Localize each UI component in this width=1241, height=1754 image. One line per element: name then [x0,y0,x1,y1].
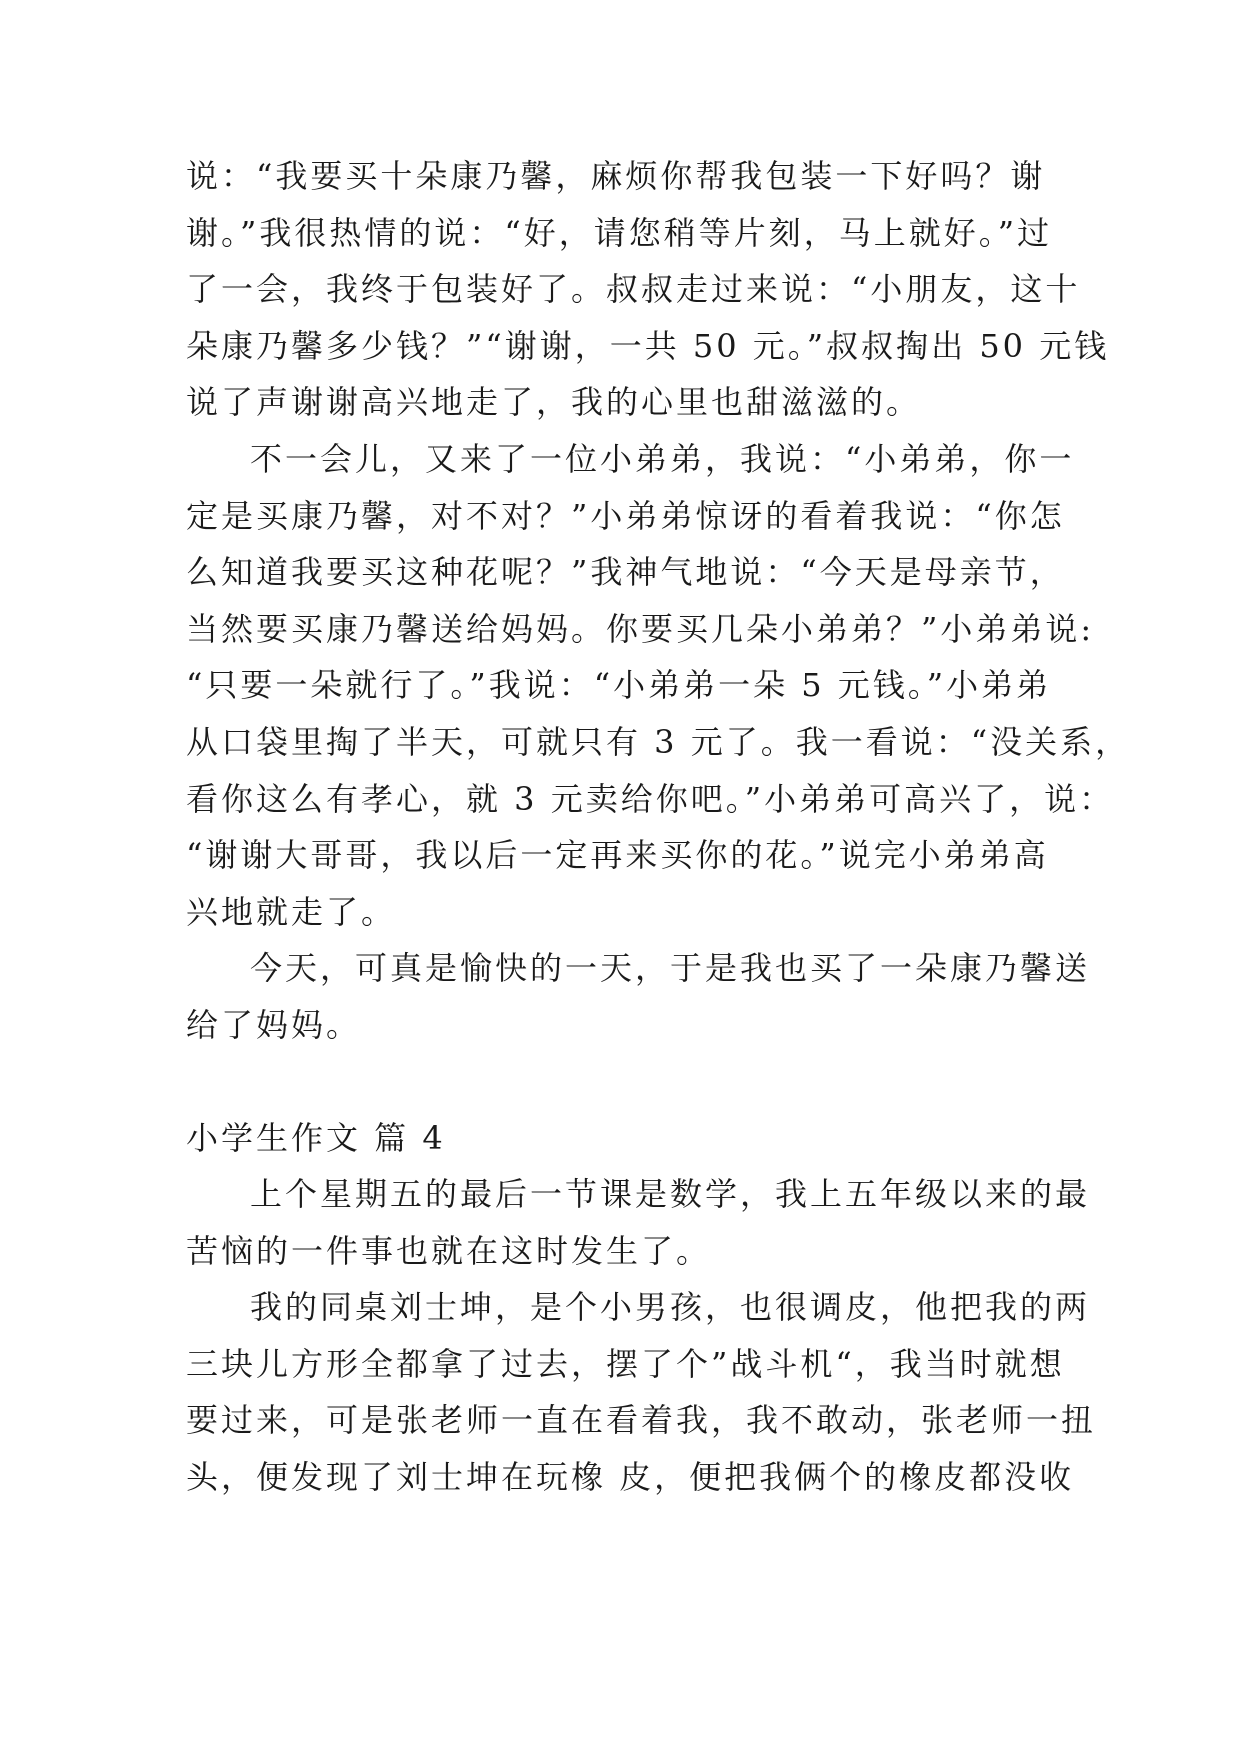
text-line: 要过来，可是张老师一直在看着我，我不敢动，张老师一扭 [186,1401,1097,1440]
document-body [186,148,1131,1506]
text-line: 看你这么有孝心，就 3 元卖给你吧。”小弟弟可高兴了，说： [186,779,1115,818]
paragraph-start-line: 我的同桌刘士坤，是个小男孩，也很调皮，他把我的两 [250,1288,1091,1327]
paragraph-start-line: 上个星期五的最后一节课是数学，我上五年级以来的最 [250,1175,1091,1214]
text-line: 给了妈妈。 [186,1005,362,1044]
text-line: “谢谢大哥哥，我以后一定再来买你的花。”说完小弟弟高 [186,836,1049,875]
paragraph-start-line: 不一会儿，又来了一位小弟弟，我说：“小弟弟，你一 [250,439,1075,478]
text-line: 说了声谢谢高兴地走了，我的心里也甜滋滋的。 [186,383,922,422]
text-line: 么知道我要买这种花呢？”我神气地说：“今天是母亲节， [186,553,1065,592]
text-line: 朵康乃馨多少钱？”“谢谢，一共 50 元。”叔叔掏出 50 元钱 [186,326,1110,365]
paragraph-start-line: 今天，可真是愉快的一天，于是我也买了一朵康乃馨送 [250,949,1091,988]
text-line: 苦恼的一件事也就在这时发生了。 [186,1231,712,1270]
text-line: 三块儿方形全都拿了过去，摆了个”战斗机“，我当时就想 [186,1344,1065,1383]
text-line: 当然要买康乃馨送给妈妈。你要买几朵小弟弟？”小弟弟说: [186,609,1095,648]
text-line: 兴地就走了。 [186,892,397,931]
text-line: 说：“我要买十朵康乃馨，麻烦你帮我包装一下好吗？谢 [186,157,1046,195]
text-line: 定是买康乃馨，对不对？”小弟弟惊讶的看着我说：“你怎 [186,496,1065,535]
section-heading: 小学生作文 篇 4 [186,1118,446,1157]
text-line: 头，便发现了刘士坤在玩橡 皮，便把我俩个的橡皮都没收 [186,1458,1075,1497]
text-line: 从口袋里掏了半天，可就只有 3 元了。我一看说：“没关系， [186,722,1131,761]
text-line: 谢。”我很热情的说：“好，请您稍等片刻，马上就好。”过 [186,213,1053,252]
text-line: “只要一朵就行了。”我说：“小弟弟一朵 5 元钱。”小弟弟 [186,666,1052,705]
text-line: 了一会，我终于包装好了。叔叔走过来说：“小朋友，这十 [186,270,1081,309]
